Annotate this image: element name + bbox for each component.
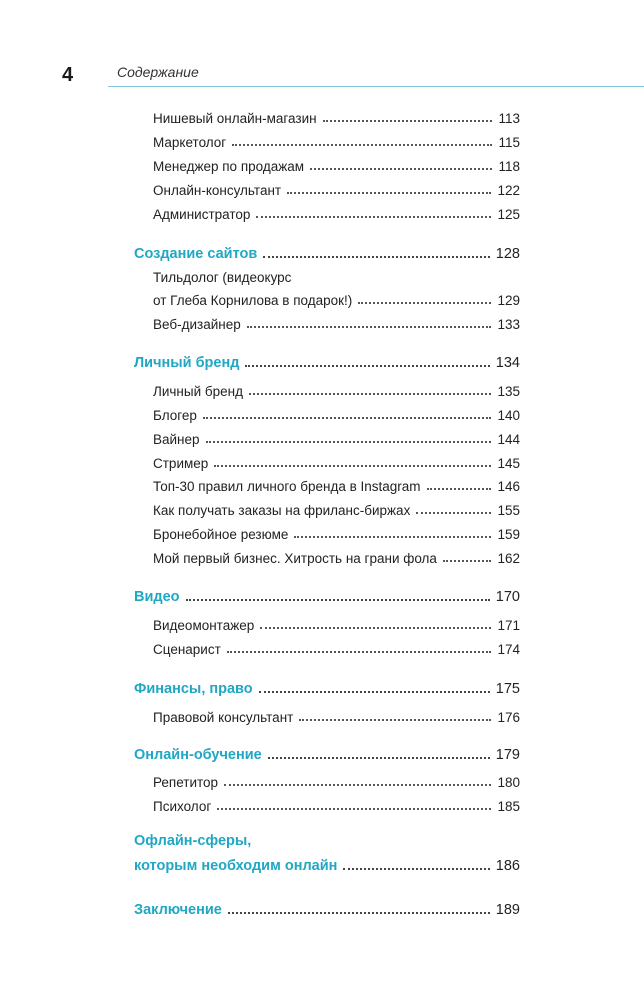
dot-leader (323, 120, 493, 122)
toc-section-title: Онлайн-обучение (134, 747, 262, 763)
dot-leader (343, 868, 489, 870)
toc-entry-title: Как получать заказы на фриланс-биржах (153, 503, 411, 518)
dot-leader (294, 536, 491, 538)
toc-entry-title: Видеомонтажер (153, 618, 255, 633)
toc-entry-page: 145 (497, 456, 520, 471)
toc-section-page: 128 (495, 246, 520, 262)
dot-leader (232, 144, 492, 146)
toc-entry-title-line1: Тильдолог (видеокурс (153, 270, 292, 285)
toc-entry-title-line2: от Глеба Корнилова в подарок!) (153, 293, 353, 308)
toc-entry-page: 122 (497, 183, 520, 198)
dot-leader (186, 599, 490, 601)
toc-entry-title: Администратор (153, 207, 251, 222)
toc-entry-title: Вайнер (153, 432, 200, 447)
toc-entry (153, 451, 520, 471)
dot-leader (260, 627, 491, 629)
toc-section-title: Заключение (134, 902, 222, 918)
toc-entry-title: Маркетолог (153, 135, 227, 150)
toc-section (134, 743, 520, 763)
dot-leader (217, 808, 491, 810)
toc-section (134, 854, 520, 874)
toc-entry (153, 154, 520, 174)
toc-entry-title: Психолог (153, 799, 212, 814)
page-header (0, 0, 644, 100)
toc-entry-page: 155 (497, 503, 520, 518)
toc-entry (153, 427, 520, 447)
dot-leader (206, 441, 492, 443)
dot-leader (245, 365, 489, 367)
toc-entry (153, 130, 520, 150)
toc-section-title: Создание сайтов (134, 246, 258, 262)
toc-entry-page: 113 (498, 111, 520, 126)
toc-entry-title: Стример (153, 456, 209, 471)
toc-entry-title: Сценарист (153, 642, 221, 657)
toc-entry-page: 115 (498, 135, 520, 150)
dot-leader (247, 326, 492, 328)
toc-entry-title: Блогер (153, 408, 197, 423)
toc-entry (153, 312, 520, 332)
toc-section (134, 677, 520, 697)
toc-section-title: Личный бренд (134, 355, 240, 371)
toc-entry-page: 144 (497, 432, 520, 447)
toc-entry (153, 202, 520, 222)
toc-entry (153, 770, 520, 790)
page-number: 4 (62, 64, 74, 86)
toc-section-page: 186 (495, 858, 520, 874)
toc-entry (153, 637, 520, 657)
header-rule (108, 86, 644, 87)
dot-leader (228, 912, 490, 914)
toc-entry (153, 546, 520, 566)
toc-entry (153, 403, 520, 423)
dot-leader (224, 784, 491, 786)
dot-leader (358, 302, 491, 304)
dot-leader (287, 192, 491, 194)
toc-section-title: Видео (134, 589, 180, 605)
toc-entry-title: Бронебойное резюме (153, 527, 289, 542)
toc-entry-page: 133 (497, 317, 520, 332)
dot-leader (427, 488, 492, 490)
running-header-title: Содержание (117, 64, 199, 80)
dot-leader (299, 719, 491, 721)
toc-section-title-line2: которым необходим онлайн (134, 858, 338, 874)
toc-section-title-line1: Офлайн-сферы, (134, 833, 252, 849)
dot-leader (416, 512, 491, 514)
toc-section-page: 189 (495, 902, 520, 918)
toc-entry (153, 705, 520, 725)
toc-section (134, 242, 520, 262)
dot-leader (310, 168, 492, 170)
toc-entry-page: 146 (497, 479, 520, 494)
toc-section-title: Финансы, право (134, 681, 253, 697)
toc-entry (153, 474, 520, 494)
toc-entry-page: 180 (497, 775, 520, 790)
toc-section-page: 179 (495, 747, 520, 763)
dot-leader (263, 256, 490, 258)
dot-leader (249, 393, 492, 395)
toc-entry-page: 176 (497, 710, 520, 725)
toc-entry-title: Нишевый онлайн-магазин (153, 111, 317, 126)
toc-entry-page: 125 (497, 207, 520, 222)
dot-leader (203, 417, 492, 419)
toc-entry-page: 129 (497, 293, 520, 308)
dot-leader (256, 216, 491, 218)
toc-entry-page: 171 (497, 618, 520, 633)
toc-entry-title: Личный бренд (153, 384, 243, 399)
toc-entry (153, 106, 520, 126)
toc-entry (153, 522, 520, 542)
toc-entry-page: 118 (498, 159, 520, 174)
toc-entry-page: 135 (497, 384, 520, 399)
dot-leader (443, 560, 492, 562)
toc-entry-title: Веб-дизайнер (153, 317, 241, 332)
dot-leader (227, 651, 492, 653)
toc-entry-page: 140 (497, 408, 520, 423)
toc-entry-title: Правовой консультант (153, 710, 294, 725)
toc-entry (153, 613, 520, 633)
toc-section (134, 898, 520, 918)
toc-entry-title: Мой первый бизнес. Хитрость на грани фола (153, 551, 437, 566)
toc-entry (153, 498, 520, 518)
toc-entry-title: Топ-30 правил личного бренда в Instagram (153, 479, 421, 494)
toc-section (134, 351, 520, 371)
toc-entry-title: Репетитор (153, 775, 219, 790)
toc-entry (153, 178, 520, 198)
toc-entry-page: 185 (497, 799, 520, 814)
dot-leader (259, 691, 490, 693)
toc-section-page: 175 (495, 681, 520, 697)
toc-entry-title: Онлайн-консультант (153, 183, 282, 198)
toc-entry (153, 794, 520, 814)
toc-entry-page: 159 (497, 527, 520, 542)
toc-entry (153, 288, 520, 308)
toc-entry-title: Менеджер по продажам (153, 159, 305, 174)
dot-leader (214, 465, 491, 467)
toc-section (134, 585, 520, 605)
toc-section-page: 134 (495, 355, 520, 371)
toc-entry-page: 162 (497, 551, 520, 566)
toc-entry (153, 379, 520, 399)
toc-entry-page: 174 (497, 642, 520, 657)
dot-leader (268, 757, 490, 759)
toc-section-page: 170 (495, 589, 520, 605)
